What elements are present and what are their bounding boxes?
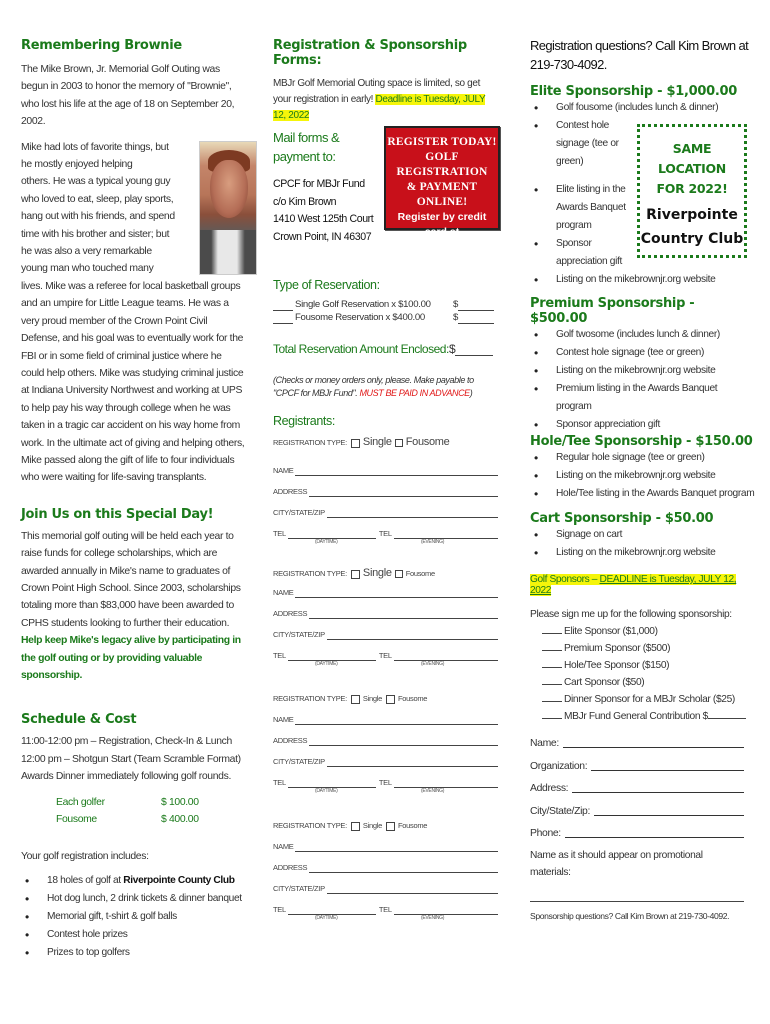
dinner-sponsor-field[interactable]	[542, 701, 562, 702]
sponsor-address-field[interactable]	[572, 778, 744, 793]
foursome-checkbox[interactable]	[386, 822, 395, 831]
signup-options: Elite Sponsor ($1,000) Premium Sponsor ($500) Hole/Tee Sponsor ($150) Cart Sponsor ($50) Dinner Sponsor for a MBJr Scholar ($25) MBJr Fund General Contribution $	[530, 623, 755, 725]
includes-list	[21, 872, 246, 962]
signup-label: Please sign me up for the following sponsorship:	[530, 609, 732, 620]
heading-join: Join Us on this Special Day!	[21, 506, 214, 522]
join-callout: Help keep Mike's legacy alive by participating in the golf outing or by providing valuable sponsorship.	[21, 635, 241, 681]
heading-premium: Premium Sponsorship - $500.00	[530, 296, 695, 326]
heading-remembering: Remembering Brownie	[21, 38, 182, 53]
tel-day-field[interactable]	[288, 651, 376, 661]
intro-paragraph: The Mike Brown, Jr. Memorial Golf Outing was begun in 2003 to honor the memory of "Brownie", who lost his life at the age of 18 on September 20, 2002.	[21, 64, 235, 128]
tel-evening-field[interactable]	[394, 651, 498, 661]
name-field[interactable]	[295, 715, 498, 725]
deadline-highlight: Deadline is Tuesday, JULY 12, 2022	[273, 94, 486, 121]
city-field[interactable]	[327, 508, 498, 518]
join-paragraph: This memorial golf outing will be held each year to raise funds for college scholarships, which are awarded annually in Mike's name to graduates of Crown Point High School. Since 2003, scholarships totaling more than $83,000 have been awarded to CPHS students looking to further their education. Help keep Mike's legacy alive by participating in the golf outing or by providing valuable sponsorship.	[21, 530, 241, 681]
city-field[interactable]	[327, 757, 498, 767]
single-qty-field[interactable]	[273, 298, 293, 311]
tel-evening-field[interactable]	[394, 778, 498, 788]
address-field[interactable]	[309, 863, 498, 873]
list-item: • Elite listing in the Awards Banquet program	[530, 181, 628, 235]
list-item: • Signage on cart	[530, 526, 755, 544]
list-item: • Golf twosome (includes lunch & dinner)	[530, 326, 755, 344]
location-callout-box: SAME LOCATION FOR 2022! Riverpointe Country Club	[637, 124, 747, 258]
bio-wrap-lines: Mike had lots of favorite things, but he mostly enjoyed helping others. He was a typical young guy who loved to eat, sleep, play sports, hang out with his friends, and spend time with his brother and sister; but he was also a very remarkable young man who touched many	[21, 141, 175, 275]
list-item: • Golf fousome (includes lunch & dinner)	[530, 99, 755, 117]
list-item: • Contest hole signage (tee or green)	[530, 344, 755, 362]
register-online-box[interactable]: REGISTER TODAY! GOLF REGISTRATION & PAYMENT ONLINE! Register by credit card at www.mikebrownjr.org	[384, 126, 500, 230]
sponsor-contact-form: Name: Organization: Address: City/State/Zip: Phone: Name as it should appear on promotional materials: Sponsorship questions? Call Kim Brown at 219-730-4092.	[530, 733, 744, 921]
single-checkbox[interactable]	[351, 822, 360, 831]
premium-sponsor-field[interactable]	[542, 650, 562, 651]
memorial-photo	[199, 141, 257, 275]
registrant-form-1: REGISTRATION TYPE: Single Fousome NAME ADDRESS CITY/STATE/ZIP TEL TEL (DAYTIME) (EVENING)	[273, 436, 498, 550]
foursome-amount-field[interactable]	[458, 311, 494, 324]
foursome-checkbox[interactable]	[386, 695, 395, 704]
list-item: • Premium listing in the Awards Banquet program	[530, 380, 755, 416]
foursome-qty-field[interactable]	[273, 311, 293, 324]
mailing-address: CPCF for MBJr Fund c/o Kim Brown 1410 West 125th Court Crown Point, IN 46307	[273, 178, 374, 243]
sponsorship-questions: Sponsorship questions? Call Kim Brown at 219-730-4092.	[530, 910, 730, 921]
list-item: • Hot dog lunch, 2 drink tickets & dinner banquet	[21, 890, 246, 908]
foursome-checkbox[interactable]	[395, 570, 403, 578]
address-field[interactable]	[309, 609, 498, 619]
sponsor-city-field[interactable]	[594, 801, 744, 816]
city-field[interactable]	[327, 630, 498, 640]
cart-sponsor-field[interactable]	[542, 684, 562, 685]
list-item: • Hole/Tee listing in the Awards Banquet program	[530, 485, 755, 503]
total-amount-field[interactable]	[455, 342, 493, 356]
general-contribution-field[interactable]	[542, 718, 562, 719]
foursome-checkbox[interactable]	[395, 439, 403, 447]
promo-name-field[interactable]	[530, 881, 744, 902]
tel-evening-field[interactable]	[394, 529, 498, 539]
cart-list	[530, 526, 755, 562]
registrants-heading: Registrants:	[273, 414, 335, 428]
registrant-form-3: REGISTRATION TYPE: Single Fousome NAME ADDRESS CITY/STATE/ZIP TEL TEL (DAYTIME) (EVENING)	[273, 694, 498, 799]
list-item: • Memorial gift, t-shirt & golf balls	[21, 908, 246, 926]
address-field[interactable]	[309, 736, 498, 746]
heading-holetee: Hole/Tee Sponsorship - $150.00	[530, 434, 753, 449]
reservation-heading: Type of Reservation:	[273, 278, 380, 292]
contribution-amount-field[interactable]	[708, 718, 746, 719]
address-field[interactable]	[309, 487, 498, 497]
organization-field[interactable]	[591, 756, 744, 771]
registrant-form-4: REGISTRATION TYPE: Single Fousome NAME ADDRESS CITY/STATE/ZIP TEL TEL (DAYTIME) (EVENING)	[273, 821, 498, 926]
heading-schedule: Schedule & Cost	[21, 712, 137, 728]
bio-paragraph: lives. Mike was a referee for local basketball groups and an umpire for Little League teams. He was a very proud member of the Crown Point Civil Defense, and his goal was to eventually work for the FBI or in some field of criminal justice where he could help others. Mike was studying criminal justice at Indiana University Northwest and working at UPS to help pay his way through college when he was taken in a tragic car accident on his way home from work. In the ultimate act of giving and helping others, Mike passed along the gift of life to four individuals who were waiting for life-saving transplants.	[21, 280, 245, 484]
tel-day-field[interactable]	[288, 905, 376, 915]
website-link[interactable]: www.mikebrownjr.org	[387, 241, 497, 253]
elite-sponsor-field[interactable]	[542, 633, 562, 634]
column-about: Remembering Brownie The Mike Brown, Jr. Memorial Golf Outing was begun in 2003 to honor the memory of "Brownie", who lost his life at the age of 18 on September 20, 2002. Mike had lots of favorite things, but he mostly enjoyed helping others. He was a typical young guy who loved to eat, sleep, play sports, hang out with his friends, and spend time with his brother and sister; but he was also a very remarkable young man who touched many lives. Mike was a referee for local basketball groups and an umpire for Little League teams. He was a very proud member of the Crown Point Civil Defense, and his goal was to eventually work for the FBI or in some field of criminal justice where he could help others. Mike was studying criminal justice at Indiana University Northwest and working at UPS to help pay his way through college when he was taken in a tragic car accident on his way home from work. In the ultimate act of giving and helping others, Mike passed along the gift of life to four individuals who were waiting for life-saving transplants. Join Us on this Special Day! This memorial golf outing will be held each year to raise funds for college scholarships, which are awarded annually in Mike's name to graduates of Crown Point High School. Since 2003, scholarships totaling more than $83,000 have been awarded to CPHS students looking to further their education. Help keep Mike's legacy alive by participating in the golf outing or by providing valuable sponsorship. Schedule & Cost 11:00-12:00 pm – Registration, Check-In & Lunch 12:00 pm – Shotgun Start (Team Scramble Format) Awards Dinner immediately following golf rounds. Each golfer $ 100.00 Fousome $ 400.00 Your golf registration includes: • 18 holes of golf at Riverpointe County Club • Hot dog lunch, 2 drink tickets & dinner banquet • Memorial gift, t-shirt & golf balls • Contest hole prizes • Prizes to top golfers	[21, 38, 246, 962]
registrant-form-2: REGISTRATION TYPE: Single Fousome NAME ADDRESS CITY/STATE/ZIP TEL TEL (DAYTIME) (EVENING)	[273, 567, 498, 672]
list-item: • Contest hole prizes	[21, 926, 246, 944]
holetee-sponsor-field[interactable]	[542, 667, 562, 668]
column-sponsorship	[530, 36, 755, 921]
list-item: • Prizes to top golfers	[21, 944, 246, 962]
list-item: • Sponsor appreciation gift	[530, 416, 755, 434]
single-checkbox[interactable]	[351, 695, 360, 704]
includes-label: Your golf registration includes:	[21, 851, 149, 863]
list-item: • Regular hole signage (tee or green)	[530, 449, 755, 467]
premium-list	[530, 326, 755, 434]
heading-elite: Elite Sponsorship - $1,000.00	[530, 84, 737, 99]
heading-registration-forms: Registration & Sponsorship Forms:	[273, 38, 467, 68]
column-registration	[273, 38, 498, 926]
registration-intro: MBJr Golf Memorial Outing space is limited, so get your registration in early! Deadline is Tuesday, JULY 12, 2022	[273, 78, 486, 121]
single-checkbox[interactable]	[351, 570, 360, 579]
name-field[interactable]	[295, 466, 498, 476]
name-field[interactable]	[295, 842, 498, 852]
cost-table: Each golfer $ 100.00 Fousome $ 400.00	[56, 796, 199, 826]
list-item: • Listing on the mikebrownjr.org website	[530, 271, 755, 289]
mail-label: Mail forms & payment to:	[273, 130, 340, 164]
single-checkbox[interactable]	[351, 439, 360, 448]
list-item: • Sponsor appreciation gift	[530, 235, 628, 271]
reservation-foursome: Fousome Reservation x $400.00 $	[273, 311, 498, 324]
city-field[interactable]	[327, 884, 498, 894]
payment-note: (Checks or money orders only, please. Make payable to "CPCF for MBJr Fund". MUST BE PAID IN ADVANCE)	[273, 375, 474, 398]
tel-day-field[interactable]	[288, 778, 376, 788]
tel-day-field[interactable]	[288, 529, 376, 539]
tel-evening-field[interactable]	[394, 905, 498, 915]
list-item: • Listing on the mikebrownjr.org website	[530, 362, 755, 380]
list-item: • Listing on the mikebrownjr.org website	[530, 467, 755, 485]
total-row: Total Reservation Amount Enclosed: $	[273, 342, 498, 356]
single-amount-field[interactable]	[458, 298, 494, 311]
list-item: • Listing on the mikebrownjr.org website	[530, 544, 755, 562]
sponsor-name-field[interactable]	[563, 733, 744, 748]
sponsor-deadline: Golf Sponsors – DEADLINE is Tuesday, JULY 12, 2022	[530, 574, 737, 596]
list-item: • 18 holes of golf at Riverpointe County Club	[21, 872, 246, 890]
phone-field[interactable]	[565, 823, 744, 838]
reservation-single: Single Golf Reservation x $100.00 $	[273, 298, 498, 311]
name-field[interactable]	[295, 588, 498, 598]
heading-cart: Cart Sponsorship - $50.00	[530, 511, 714, 526]
list-item: • Contest hole signage (tee or green)	[530, 117, 626, 171]
holetee-list	[530, 449, 755, 503]
registration-questions: Registration questions? Call Kim Brown at 219-730-4092.	[530, 38, 749, 72]
